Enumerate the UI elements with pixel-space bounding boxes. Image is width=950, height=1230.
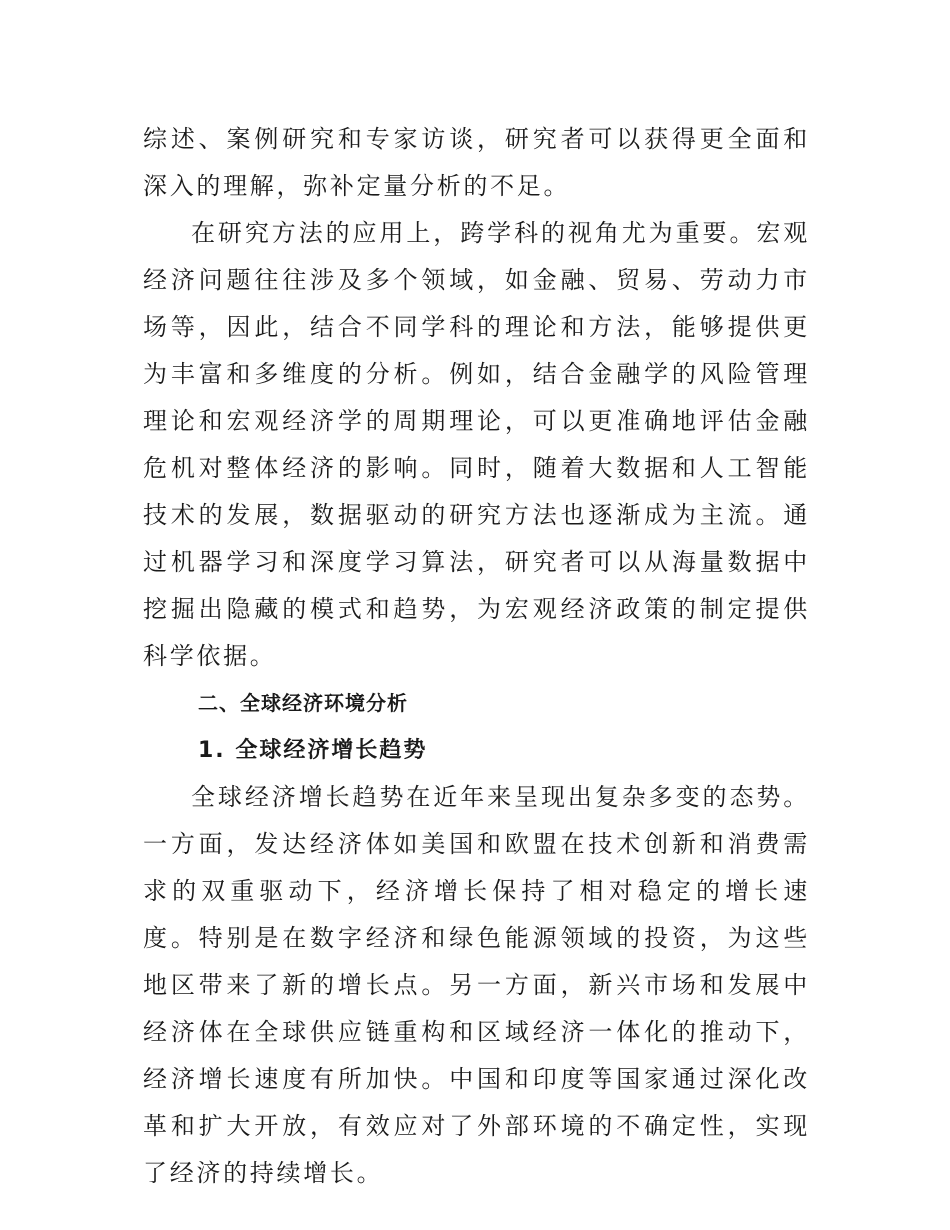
document-page <box>143 116 810 1197</box>
subsection-heading: 1. 全球经济增长趋势 <box>198 738 428 763</box>
section-heading: 二、全球经济环境分析 <box>198 691 408 715</box>
paragraph-continuation: 综述、案例研究和专家访谈，研究者可以获得更全面和深入的理解，弥补定量分析的不足。 <box>143 125 810 200</box>
paragraph-research-methods: 在研究方法的应用上，跨学科的视角尤为重要。宏观经济问题往往涉及多个领域，如金融、贸易、劳动力市场等，因此，结合不同学科的理论和方法，能够提供更为丰富和多维度的分析。例如，结合金融学的风险管理理论和宏观经济学的周期理论，可以更准确地评估金融危机对整体经济的影响。同时，随着大数据和人工智能技术的发展，数据驱动的研究方法也逐渐成为主流。通过机器学习和深度学习算法，研究者可以从海量数据中挖掘出隐藏的模式和趋势，为宏观经济政策的制定提供科学依据。 <box>143 219 810 670</box>
paragraph-global-growth: 全球经济增长趋势在近年来呈现出复杂多变的态势。一方面，发达经济体如美国和欧盟在技术创新和消费需求的双重驱动下，经济增长保持了相对稳定的增长速度。特别是在数字经济和绿色能源领域的投资，为这些地区带来了新的增长点。另一方面，新兴市场和发展中经济体在全球供应链重构和区域经济一体化的推动下，经济增长速度有所加快。中国和印度等国家通过深化改革和扩大开放，有效应对了外部环境的不确定性，实现了经济的持续增长。 <box>143 783 810 1187</box>
